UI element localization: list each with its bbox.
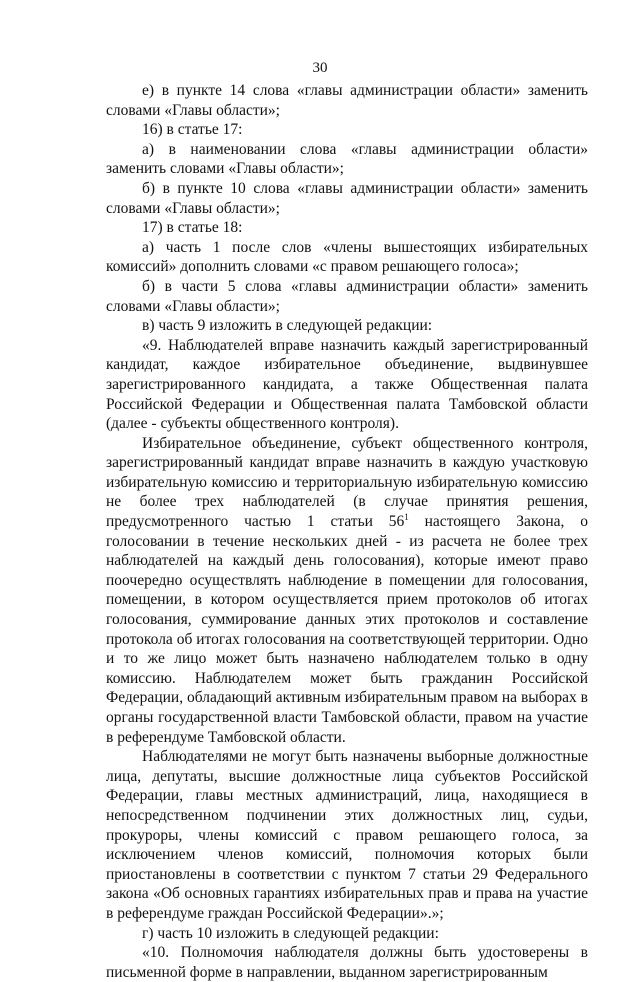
- paragraph: «10. Полномочия наблюдателя должны быть удостоверены в письменной форме в направлении, выданном зарегистрированным: [106, 944, 588, 981]
- paragraph: е) в пункте 14 слова «главы администрации области» заменить словами «Главы области»;: [106, 82, 588, 119]
- paragraph: б) в пункте 10 слова «главы администрации области» заменить словами «Главы области»;: [106, 179, 588, 217]
- paragraph: г) часть 10 изложить в следующей редакции:: [142, 924, 439, 942]
- paragraph: 17) в статье 18:: [142, 219, 243, 237]
- paragraph: Наблюдателями не могут быть назначены выборные должностные лица, депутаты, высшие должностные лица субъектов Российской Федерации, главы местных администраций, лица, находящиеся в непосредственном подчинении этих должностных лиц, судьи, прокуроры, члены комиссий с правом решающего голоса, за исключением членов комиссий, полномочия которых были приостановлены в соответствии с пунктом 7 статьи 29 Федерального закона «Об основных гарантиях избирательных прав и права на участие в референдуме граждан Российской Федерации».»;: [106, 748, 588, 922]
- paragraph: а) в наименовании слова «главы администрации области» заменить словами «Главы области»;: [106, 140, 588, 178]
- paragraph-text: Избирательное объединение, субъект общественного контроля, зарегистрированный кандидат вправе назначить в каждую участковую избирательную комиссию и территориальную избирательную комиссию не более трех наблюдателей (в случае принятия решения, предусмотренного частью 1 статьи 56: [106, 434, 588, 531]
- paragraph: в) часть 9 изложить в следующей редакции:: [142, 317, 433, 335]
- paragraph: «9. Наблюдателей вправе назначить каждый зарегистрированный кандидат, каждое избирательное объединение, выдвинувшее зарегистрированного кандидата, а также Общественная палата Российской Федерации и Общественная палата Тамбовской области (далее - субъекты общественного контроля).: [106, 336, 588, 433]
- paragraph: 16) в статье 17:: [142, 121, 243, 139]
- paragraph: а) часть 1 после слов «члены вышестоящих избирательных комиссий» дополнить словами «с правом решающего голоса»;: [106, 238, 588, 276]
- paragraph-with-footnote: [106, 434, 588, 748]
- paragraph-text: настоящего Закона, о голосовании в течение нескольких дней - из расчета не более трех наблюдателей на каждый день голосования), которые имеют право поочередно осуществлять наблюдение в помещении для голосования, помещении, в котором осуществляется прием протоколов об итогах голосования, суммирование данных этих протоколов и составление протокола об итогах голосования на соответствующей территории. Одно и то же лицо может быть назначено наблюдателем только в одну комиссию. Наблюдателем может быть гражданин Российской Федерации, обладающий активным избирательным правом на выборах в органы государственной власти Тамбовской области, правом на участие в референдуме Тамбовской области.: [106, 513, 588, 746]
- paragraph: б) в части 5 слова «главы администрации области» заменить словами «Главы области»;: [106, 277, 588, 315]
- document-body: [106, 81, 588, 982]
- page-number: 30: [312, 60, 328, 76]
- superscript-marker: 1: [404, 512, 409, 523]
